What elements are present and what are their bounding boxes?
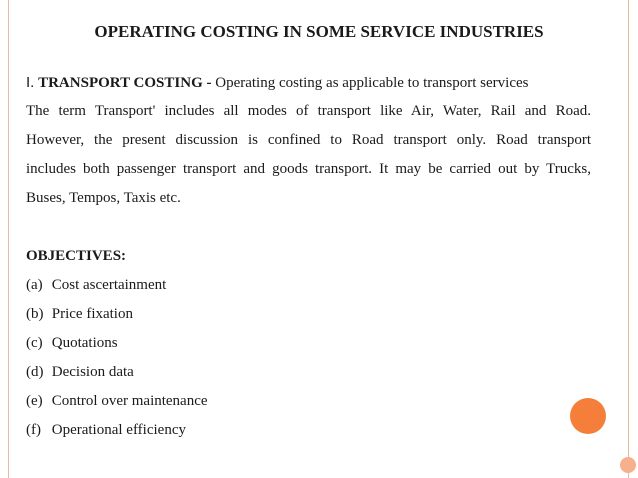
paragraph-line-4: Buses, Tempos, Taxis etc. (26, 190, 181, 206)
objective-text: Control over maintenance (51, 393, 208, 409)
objective-marker: (b) (26, 306, 44, 322)
objective-marker: (e) (26, 393, 43, 409)
paragraph-line-2: However, the present discussion is confined to Road transport only. Road transport (26, 132, 591, 148)
paragraph-line-3: includes both passenger transport and goods transport. It may be carried out by Trucks, (26, 161, 591, 177)
paragraph-line-1: The term Transport' includes all modes of transport like Air, Water, Rail and Road. (26, 103, 591, 119)
objectives-heading: OBJECTIVES: (26, 248, 127, 264)
slide-title: OPERATING COSTING IN SOME SERVICE INDUSTRIES (94, 22, 544, 41)
right-decorative-rule (628, 0, 629, 478)
section-subtitle: Operating costing as applicable to transport services (215, 75, 529, 91)
objective-text: Cost ascertainment (51, 277, 167, 293)
orange-circle-icon (570, 398, 606, 434)
objective-text: Price fixation (51, 306, 133, 322)
objective-item (26, 416, 591, 445)
objective-marker: (d) (26, 364, 44, 380)
objective-text: Operational efficiency (51, 422, 186, 438)
objective-text: Decision data (51, 364, 134, 380)
section-heading: TRANSPORT COSTING - (38, 75, 212, 91)
small-orange-dot-icon (620, 457, 636, 473)
objective-marker: (c) (26, 335, 43, 351)
objective-marker: (a) (26, 277, 43, 293)
objective-marker: (f) (26, 422, 41, 438)
objective-item (26, 329, 591, 358)
objective-item (26, 358, 591, 387)
slide-body (26, 68, 591, 445)
left-decorative-rule (8, 0, 9, 478)
section-numeral: I. (26, 74, 35, 91)
section-heading-line (26, 68, 591, 97)
objective-item (26, 300, 591, 329)
objective-text: Quotations (51, 335, 118, 351)
objective-item (26, 387, 591, 416)
objective-item (26, 271, 591, 300)
